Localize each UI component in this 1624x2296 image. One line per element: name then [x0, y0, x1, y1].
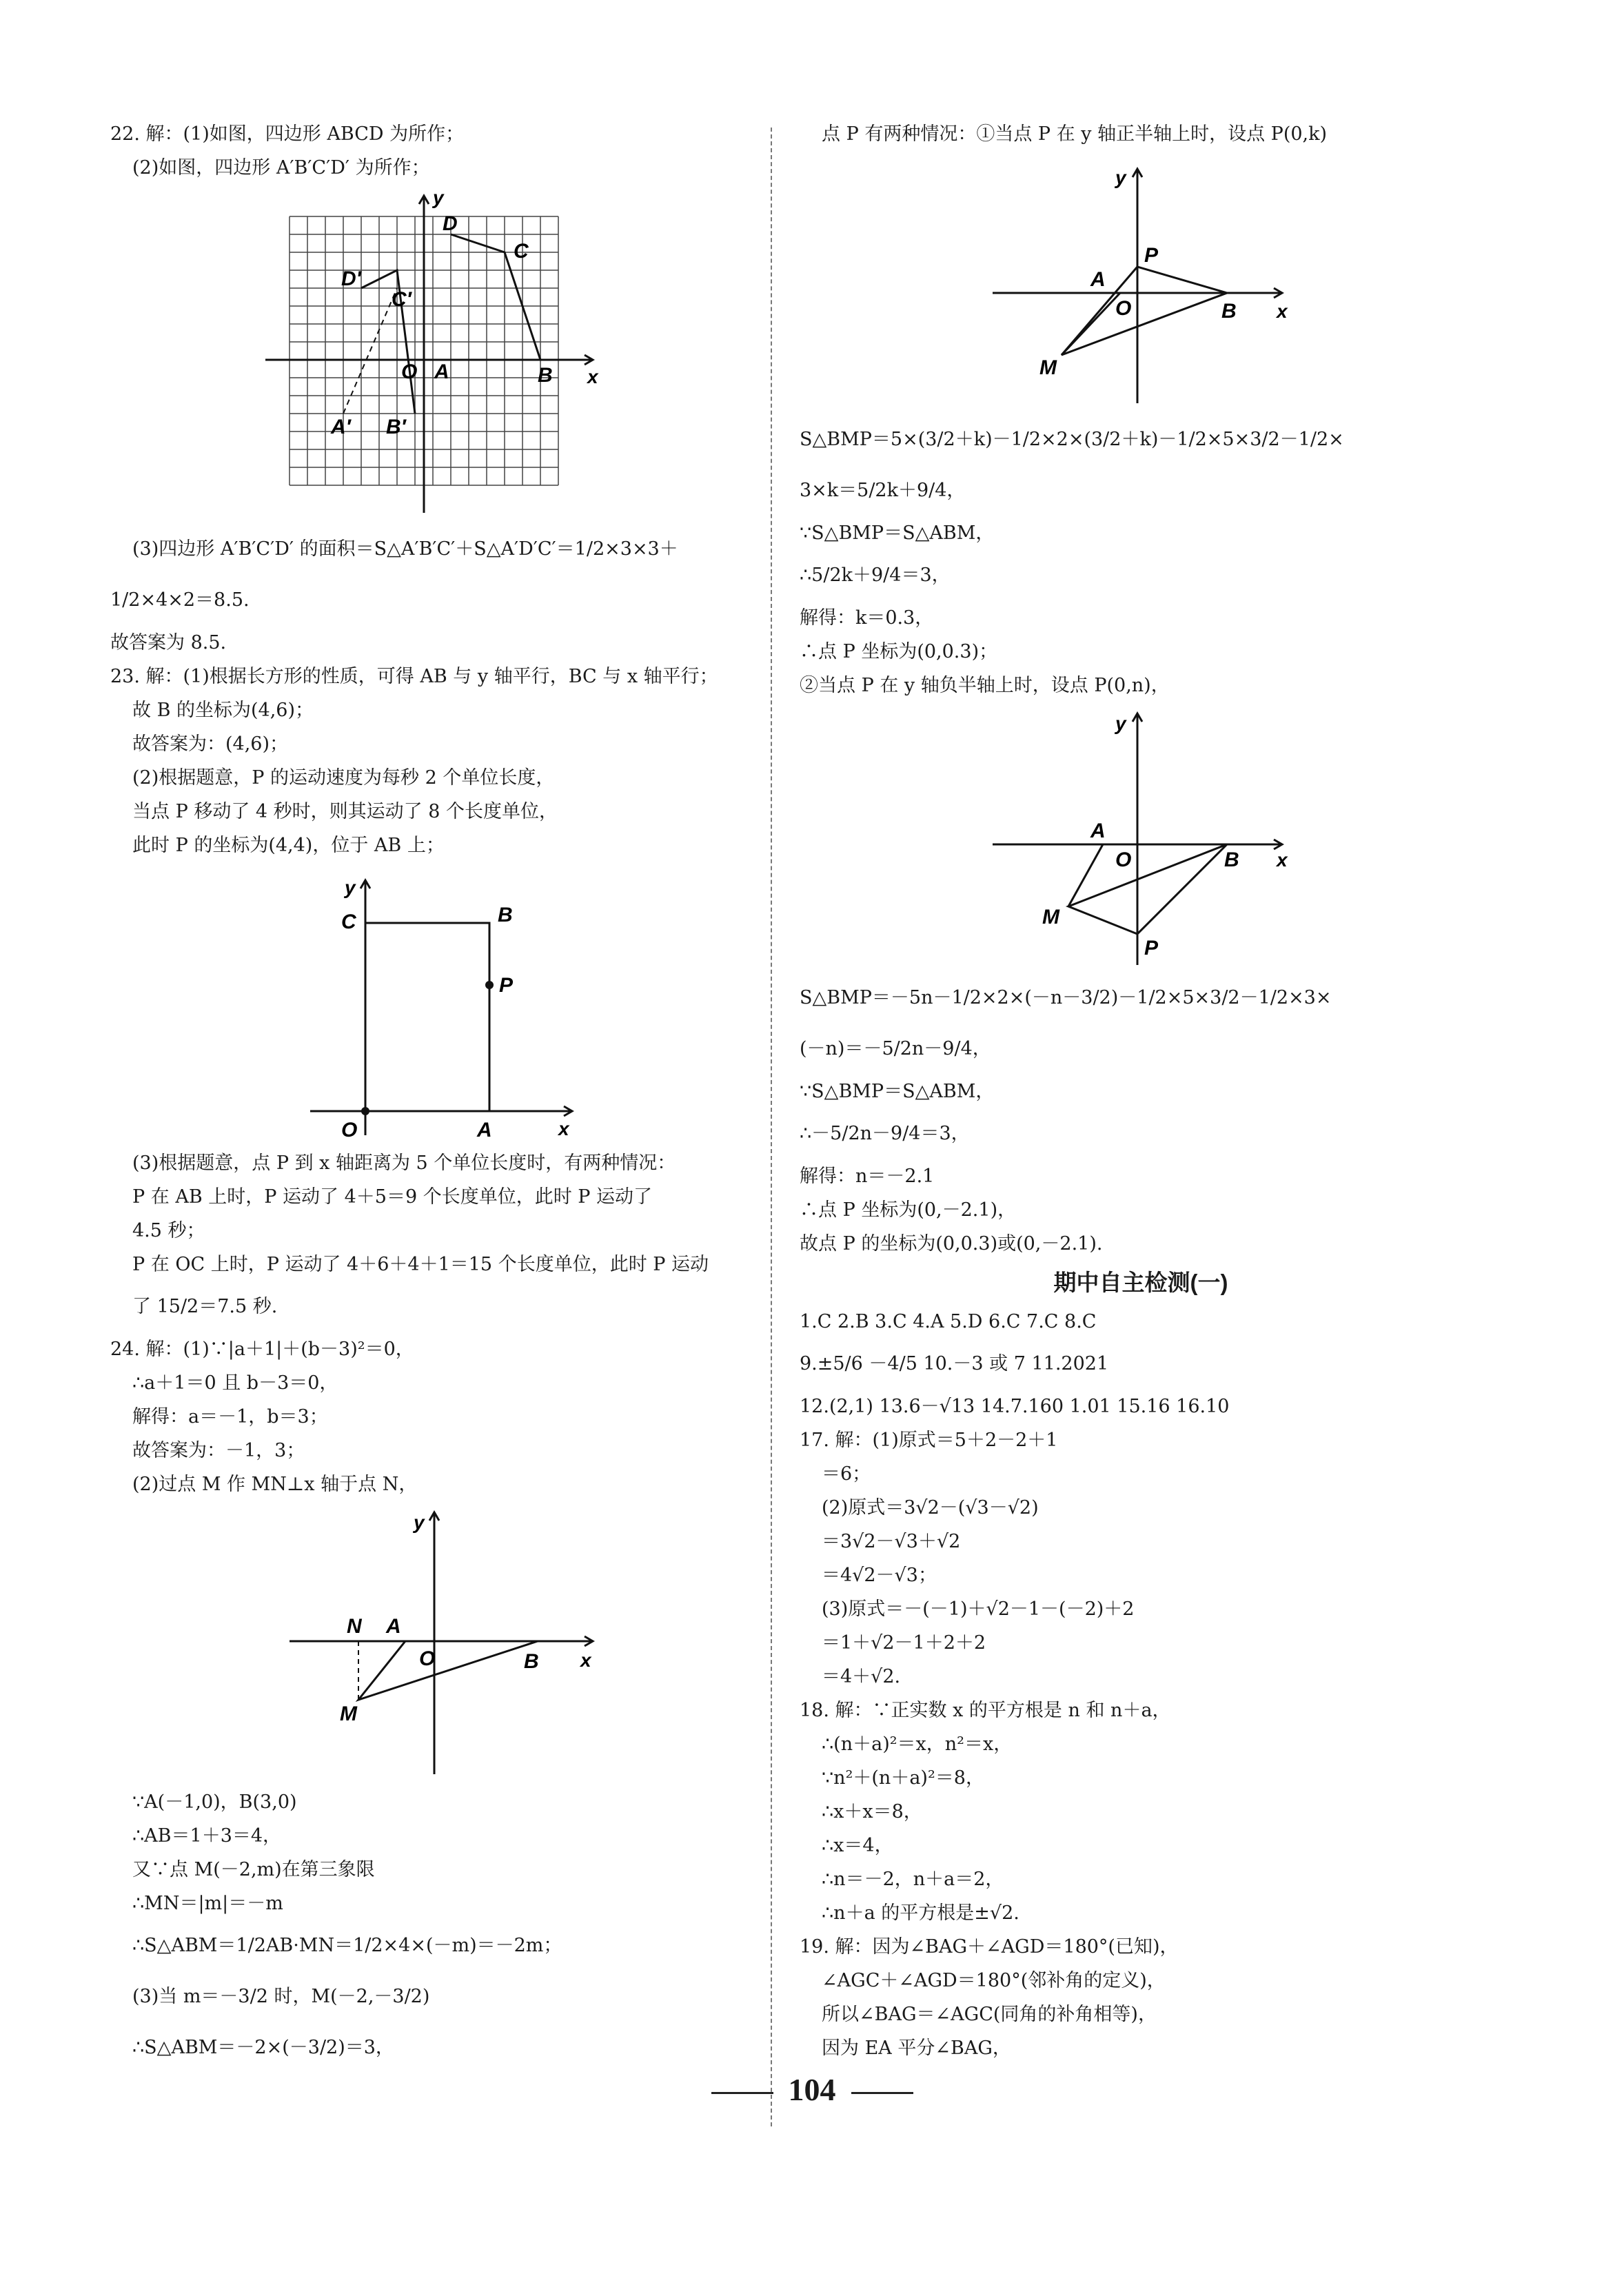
case2-axis-y: y: [1115, 713, 1126, 734]
case2-area-line-1: S△BMP＝－5n－1/2×2×(－n－3/2)－1/2×5×3/2－1/2×3×: [800, 987, 1332, 1008]
q17-line-8: ＝4＋√2.: [822, 1666, 901, 1687]
q17-line-3: (2)原式＝3√2－(√3－√2): [822, 1497, 1039, 1518]
right-top-line: 点 P 有两种情况：①当点 P 在 y 轴正半轴上时，设点 P(0,k): [822, 123, 1328, 145]
q22-area-line: (3)四边形 A′B′C′D′ 的面积＝S△A′B′C′＋S△A′D′C′＝1/2×3×3＋: [132, 538, 678, 560]
q23-line-4: (2)根据题意，P 的运动速度为每秒 2 个单位长度，: [132, 767, 555, 789]
q23-rect-svg: [110, 866, 758, 1142]
q24-label-B: B: [524, 1650, 539, 1673]
case1-label-M: M: [1039, 356, 1057, 379]
q23-part3-line-2: P 在 AB 上时，P 运动了 4＋5＝9 个长度单位，此时 P 运动了: [132, 1186, 653, 1208]
case1-area-line-1: S△BMP＝5×(3/2＋k)－1/2×2×(3/2＋k)－1/2×5×3/2－1/2×: [800, 429, 1344, 450]
right-column: [800, 117, 1482, 2065]
case2-label-A: A: [1090, 820, 1106, 842]
q18-line-1: 18. 解：∵正实数 x 的平方根是 n 和 n＋a，: [800, 1700, 1171, 1721]
q19-line-1: 19. 解：因为∠BAG＋∠AGD＝180°(已知)，: [800, 1936, 1179, 1958]
q22-label-B: B: [538, 364, 553, 387]
q23-part3-line-3: 4.5 秒；: [132, 1220, 205, 1241]
page-number-left-dash: [711, 2092, 773, 2094]
q18-line-7: ∴n＋a 的平方根是±√2.: [822, 1902, 1019, 1924]
case1-label-B: B: [1221, 300, 1237, 323]
page-number-value: 104: [788, 2072, 836, 2107]
case1-label-O: O: [1115, 297, 1132, 320]
q24-line-11: (3)当 m＝－3/2 时，M(－2,－3/2): [132, 1986, 430, 2007]
case1-figure: [800, 155, 1482, 410]
q24-line-5: (2)过点 M 作 MN⊥x 轴于点 N，: [132, 1474, 418, 1495]
q17-line-7: ＝1＋√2－1＋2＋2: [822, 1632, 986, 1654]
case2-line-3: ∵S△BMP＝S△ABM，: [800, 1081, 995, 1102]
q22-label-O: O: [401, 360, 418, 383]
q24-triangle-figure: [110, 1505, 758, 1781]
q24-line-4: 故答案为：－1，3；: [132, 1440, 305, 1461]
q23-line-5: 当点 P 移动了 4 秒时，则其运动了 8 个长度单位，: [132, 801, 558, 822]
q22-grid-figure: [110, 189, 758, 520]
q23-label-P: P: [499, 974, 514, 997]
case1-line-3: ∵S△BMP＝S△ABM，: [800, 522, 995, 544]
case2-line-4: ∴－5/2n－9/4＝3，: [800, 1123, 970, 1144]
q18-line-2: ∴(n＋a)²＝x，n²＝x，: [822, 1734, 1013, 1755]
q24-line-8: 又∵点 M(－2,m)在第三象限: [132, 1859, 375, 1880]
q22-line-2: (2)如图，四边形 A′B′C′D′ 为所作；: [132, 157, 430, 179]
case1-line-5: 解得：k＝0.3，: [800, 607, 934, 629]
q24-axis-y: y: [414, 1512, 425, 1533]
q23-line-2: 故 B 的坐标为(4,6)；: [132, 700, 314, 721]
q18-line-6: ∴n＝－2，n＋a＝2，: [822, 1869, 1004, 1890]
q22-label-D: D: [443, 212, 458, 235]
case2-intro: ②当点 P 在 y 轴负半轴上时，设点 P(0,n)，: [800, 675, 1170, 696]
q23-axis-x: x: [558, 1118, 569, 1139]
q23-label-C: C: [341, 911, 356, 933]
q17-line-6: (3)原式＝－(－1)＋√2－1－(－2)＋2: [822, 1598, 1135, 1620]
case2-line-5: 解得：n＝－2.1: [800, 1166, 935, 1187]
q22-label-A: A: [434, 360, 449, 383]
q23-part3-line-1: (3)根据题意，点 P 到 x 轴距离为 5 个单位长度时，有两种情况：: [132, 1152, 676, 1174]
case2-label-O: O: [1115, 849, 1132, 871]
q19-line-4: 因为 EA 平分∠BAG，: [822, 2038, 1011, 2059]
q18-line-3: ∵n²＋(n＋a)²＝8，: [822, 1767, 984, 1789]
q22-answer: 故答案为 8.5.: [110, 632, 227, 653]
case2-figure: [800, 707, 1482, 968]
q23-line-6: 此时 P 的坐标为(4,4)，位于 AB 上；: [132, 835, 445, 856]
q24-line-6: ∵A(－1,0)，B(3,0): [132, 1791, 297, 1813]
q23-label-A: A: [477, 1119, 492, 1141]
q22-label-Bp: B′: [386, 416, 406, 438]
q17-line-4: ＝3√2－√3＋√2: [822, 1531, 961, 1552]
q24-label-O: O: [419, 1647, 436, 1670]
q22-label-C: C: [514, 240, 529, 263]
case1-line-4: ∴5/2k＋9/4＝3，: [800, 565, 951, 586]
column-divider: [771, 128, 772, 2126]
q22-label-Dp: D′: [341, 267, 361, 290]
q23-rectangle-figure: [110, 866, 758, 1142]
q24-label-M: M: [340, 1703, 357, 1725]
q19-line-2: ∠AGC＋∠AGD＝180°(邻补角的定义)，: [822, 1970, 1166, 1991]
answers-row-2: 9.±5/6 －4/5 10.－3 或 7 11.2021: [800, 1353, 1109, 1374]
case2-area-line-2: (－n)＝－5/2n－9/4，: [800, 1038, 991, 1059]
q22-area-result: 1/2×4×2＝8.5.: [110, 589, 250, 611]
q22-label-Cp: C′: [392, 288, 412, 311]
q22-line-1: 22. 解：(1)如图，四边形 ABCD 为所作；: [110, 123, 465, 145]
q17-line-1: 17. 解：(1)原式＝5＋2－2＋1: [800, 1430, 1058, 1451]
page-number: [0, 2071, 1624, 2108]
case2-svg: [800, 707, 1482, 968]
q23-line-1: 23. 解：(1)根据长方形的性质，可得 AB 与 y 轴平行，BC 与 x 轴平行；: [110, 666, 718, 687]
q24-line-1: 24. 解：(1)∵|a＋1|＋(b－3)²＝0，: [110, 1339, 414, 1360]
q24-label-N: N: [347, 1615, 362, 1638]
q24-line-10: ∴S△ABM＝1/2AB·MN＝1/2×4×(－m)＝－2m；: [132, 1935, 562, 1956]
q22-axis-x: x: [587, 366, 598, 387]
q24-line-7: ∴AB＝1＋3＝4，: [132, 1825, 282, 1847]
q24-line-12: ∴S△ABM＝－2×(－3/2)＝3，: [132, 2037, 394, 2058]
q22-label-Ap: A′: [331, 416, 351, 438]
q24-line-9: ∴MN＝|m|＝－m: [132, 1893, 283, 1914]
case2-label-P: P: [1144, 937, 1159, 959]
q19-line-3: 所以∠BAG＝∠AGC(同角的补角相等)，: [822, 2004, 1157, 2025]
q23-label-O: O: [341, 1119, 358, 1141]
q22-grid-svg: [110, 189, 758, 520]
section-title: 期中自主检测(一): [1053, 1270, 1228, 1295]
case2-axis-x: x: [1277, 849, 1288, 871]
q23-part3-line-4: P 在 OC 上时，P 运动了 4＋6＋4＋1＝15 个长度单位，此时 P 运动: [132, 1254, 709, 1275]
q23-line-3: 故答案为：(4,6)；: [132, 733, 289, 755]
q23-label-B: B: [498, 904, 513, 926]
case2-conclusion: 故点 P 的坐标为(0,0.3)或(0,－2.1).: [800, 1233, 1103, 1254]
q24-axis-x: x: [580, 1649, 591, 1671]
case2-label-B: B: [1224, 849, 1239, 871]
q18-line-5: ∴x＝4，: [822, 1835, 893, 1856]
case2-label-M: M: [1042, 906, 1059, 928]
q17-line-5: ＝4√2－√3；: [822, 1565, 937, 1586]
case1-label-A: A: [1090, 268, 1106, 291]
answers-row-1: 1.C 2.B 3.C 4.A 5.D 6.C 7.C 8.C: [800, 1311, 1097, 1332]
case1-line-6: ∴点 P 坐标为(0,0.3)；: [800, 641, 998, 662]
q23-part3-line-5: 了 15/2＝7.5 秒.: [132, 1296, 278, 1317]
case1-svg: [800, 155, 1482, 410]
q18-line-4: ∴x＋x＝8，: [822, 1801, 922, 1822]
q24-line-3: 解得：a＝－1，b＝3；: [132, 1406, 328, 1428]
answers-row-3: 12.(2,1) 13.6－√13 14.7.160 1.01 15.16 16.10: [800, 1396, 1230, 1417]
case1-area-line-2: 3×k＝5/2k＋9/4，: [800, 480, 966, 501]
page-number-right-dash: [851, 2092, 913, 2094]
q24-label-A: A: [386, 1615, 401, 1638]
q24-line-2: ∴a＋1＝0 且 b－3＝0，: [132, 1372, 338, 1394]
case1-label-P: P: [1144, 244, 1159, 267]
q22-axis-y: y: [433, 189, 444, 208]
left-column: [110, 117, 758, 2073]
case2-line-6: ∴点 P 坐标为(0,－2.1)，: [800, 1199, 1017, 1221]
q23-axis-y: y: [345, 877, 356, 898]
case1-axis-x: x: [1277, 301, 1288, 322]
q24-triangle-svg: [110, 1505, 758, 1781]
q17-line-2: ＝6；: [822, 1463, 871, 1485]
case1-axis-y: y: [1115, 167, 1126, 188]
